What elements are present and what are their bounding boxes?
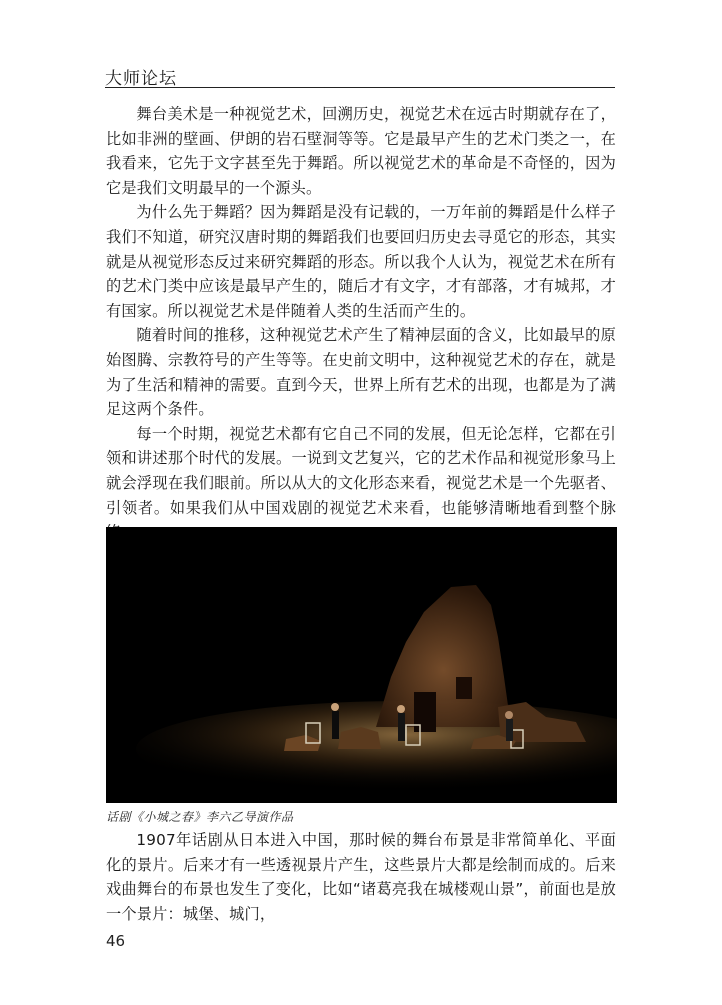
article-body <box>106 102 616 545</box>
paragraph: 每一个时期，视觉艺术都有它自己不同的发展，但无论怎样，它都在引领和讲述那个时代的发展。一说到文艺复兴，它的艺术作品和视觉形象马上就会浮现在我们眼前。所以从大的文化形态来看，视觉艺术是一个先驱者、引领者。如果我们从中国戏剧的视觉艺术来看，也能够清晰地看到整个脉 <box>106 424 616 517</box>
header-divider <box>105 87 615 88</box>
photo-caption: 话剧《小城之春》李六乙导演作品 <box>106 810 294 824</box>
paragraph: 1907年话剧从日本进入中国，那时候的舞台布景是非常简单化、平面化的景片。后来才有一些透视景片产生，这些景片大都是绘制而成的。后来戏曲舞台的布景也发生了变化，比如“诸葛亮我在城楼观山景”，前面也是放一个景片：城堡、城门， <box>106 831 616 923</box>
paragraph: 舞台美术是一种视觉艺术，回溯历史，视觉艺术在远古时期就存在了，比如非洲的壁画、伊朗的岩石壁洞等等。它是最早产生的艺术门类之一，在我看来，它先于文字甚至先于舞蹈。所以视觉艺术的革命是不奇怪的，因为它是我们文明最早的一个源头。 <box>106 105 616 197</box>
running-header <box>105 62 615 88</box>
article-body-continued <box>106 828 616 926</box>
stage-photo <box>106 527 617 803</box>
page-number: 46 <box>106 932 126 950</box>
stage-scene-illustration <box>106 527 617 803</box>
section-title: 大师论坛 <box>105 69 177 89</box>
paragraph: 随着时间的推移，这种视觉艺术产生了精神层面的含义，比如最早的原始图腾、宗教符号的产生等等。在史前文明中，这种视觉艺术的存在，就是为了生活和精神的需要。直到今天，世界上所有艺术的出现，也都是为了满足这两个条件。 <box>106 326 616 419</box>
paragraph: 为什么先于舞蹈？因为舞蹈是没有记载的，一万年前的舞蹈是什么样子我们不知道，研究汉唐时期的舞蹈我们也要回归历史去寻觅它的形态，其实就是从视觉形态反过来研究舞蹈的形态。所以我个人认为，视觉艺术在所有的艺术门类中应该是最早产生的，随后才有文字，才有部落，才有城邦，才有国家。所以视觉艺术是伴随着人类的生活而产生的。 <box>106 203 616 320</box>
